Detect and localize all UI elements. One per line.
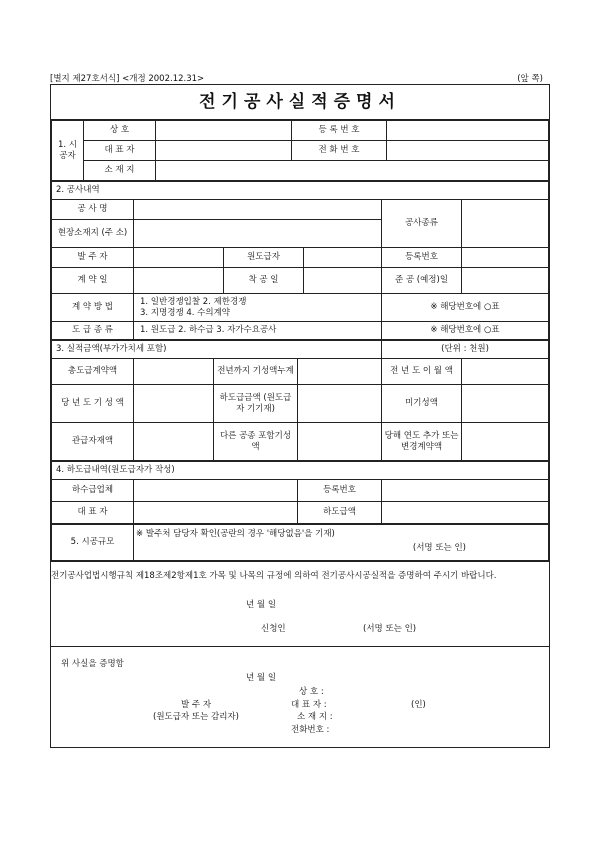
prime-reg-no-field[interactable]	[462, 248, 549, 268]
certify-trade-name: 상 호 :	[299, 687, 324, 697]
form-number: [별지 제27호서식] <개정 2002.12.31>	[50, 74, 205, 84]
scale-section	[51, 524, 549, 561]
certify-rep: 대 표 자 :	[291, 700, 327, 710]
application-text: 전기공사업법시행규칙 제18조제2항제1호 가목 및 나목의 규정에 의하여 전기공사시공실적을 증명하여 주시기 바랍니다.	[51, 571, 497, 581]
contract-method-note: ※ 해당번호에 ○표	[382, 294, 549, 322]
unfinished-label: 미기성액	[382, 385, 462, 423]
subcontract-section	[51, 461, 549, 524]
project-section-title: 2. 공사내역	[52, 182, 549, 200]
other-work-label: 다른 공종 포함기성액	[214, 423, 298, 461]
scale-label: 5. 시공규모	[52, 525, 134, 561]
sub-amount2-field[interactable]	[382, 502, 549, 524]
project-section	[51, 181, 549, 340]
total-contract-label: 총도급계약액	[52, 359, 134, 385]
subcontract-section-title: 4. 하도급내역(원도급자가 작성)	[52, 462, 549, 480]
scale-sign: (서명 또는 인)	[412, 543, 466, 553]
contract-method-options[interactable]	[134, 294, 382, 322]
contract-date-field[interactable]	[134, 268, 224, 294]
site-location-field[interactable]	[134, 220, 382, 248]
supplied-material-field[interactable]	[134, 423, 214, 461]
contract-date-label: 계 약 일	[52, 268, 134, 294]
client-field[interactable]	[134, 248, 224, 268]
applicant-label: 신청인	[261, 624, 286, 634]
trade-name-field[interactable]	[156, 121, 292, 141]
prime-contractor-field[interactable]	[304, 248, 382, 268]
certify-text: 위 사실을 증명함	[61, 659, 124, 669]
phone-label: 전 화 번 호	[292, 141, 387, 161]
certify-seal[interactable]: (인)	[411, 700, 426, 710]
sub-amount-field[interactable]	[298, 385, 382, 423]
amount-section	[51, 340, 549, 461]
site-location-label: 현장소재지 (주 소)	[52, 220, 134, 248]
prev-carryover-label: 전 년 도 이 월 액	[382, 359, 462, 385]
contract-method-label: 계 약 방 법	[52, 294, 134, 322]
certification-block	[51, 646, 549, 747]
page-side: (앞 쪽)	[517, 74, 543, 84]
completion-date-field[interactable]	[462, 268, 549, 294]
total-contract-field[interactable]	[134, 359, 214, 385]
project-name-label: 공 사 명	[52, 200, 134, 220]
sub-reg-no-field[interactable]	[382, 480, 549, 502]
application-block	[51, 561, 549, 646]
amount-unit: (단위 : 천원)	[382, 341, 549, 359]
certificate-form	[50, 84, 550, 748]
project-name-field[interactable]	[134, 200, 382, 220]
prime-contractor-label: 원도급자	[224, 248, 304, 268]
contractor-label: 1. 시공자	[52, 121, 84, 181]
applicant-sign[interactable]: (서명 또는 인)	[363, 624, 417, 634]
this-year-field[interactable]	[134, 385, 214, 423]
amount-section-title: 3. 실적금액(부가가치세 포함)	[52, 341, 382, 359]
contract-type-label: 도 급 종 류	[52, 322, 134, 340]
contractor-section	[51, 120, 549, 181]
unfinished-field[interactable]	[462, 385, 549, 423]
sub-amount2-label: 하도급액	[298, 502, 382, 524]
contract-type-options[interactable]: 1. 원도급 2. 하수급 3. 자가수요공사	[134, 322, 382, 340]
contract-method-options-line1: 1. 일반경쟁입찰 2. 제한경쟁	[140, 296, 247, 307]
work-kind-field[interactable]	[462, 200, 549, 248]
contract-method-options-line2: 3. 지명경쟁 4. 수의계약	[140, 307, 231, 318]
certify-address: 소 재 지 :	[297, 712, 333, 722]
start-date-label: 착 공 일	[224, 268, 304, 294]
trade-name-label: 상 호	[84, 121, 156, 141]
prev-carryover-field[interactable]	[462, 359, 549, 385]
sub-amount-label: 하도급금액 (원도급자 기기재)	[214, 385, 298, 423]
scale-field[interactable]	[134, 525, 549, 561]
completion-date-label: 준 공 (예정)일	[382, 268, 462, 294]
change-contract-label: 당해 연도 추가 또는 변경계약액	[382, 423, 462, 461]
contract-type-note: ※ 해당번호에 ○표	[382, 322, 549, 340]
address-field[interactable]	[156, 161, 549, 181]
sub-company-label: 하수급업체	[52, 480, 134, 502]
reg-no-label: 등 록 번 호	[292, 121, 387, 141]
other-work-field[interactable]	[298, 423, 382, 461]
sub-rep-label: 대 표 자	[52, 502, 134, 524]
form-title: 전기공사실적증명서	[51, 85, 549, 120]
rep-field[interactable]	[156, 141, 292, 161]
supplied-material-label: 관급자재액	[52, 423, 134, 461]
rep-label: 대 표 자	[84, 141, 156, 161]
prev-cumulative-label: 전년까지 기성액누계	[214, 359, 298, 385]
sub-reg-no-label: 등록번호	[298, 480, 382, 502]
this-year-label: 당 년 도 기 성 액	[52, 385, 134, 423]
phone-field[interactable]	[387, 141, 549, 161]
certify-client: 발 주 자	[181, 700, 212, 710]
work-kind-label: 공사종류	[382, 200, 462, 248]
start-date-field[interactable]	[304, 268, 382, 294]
certify-date[interactable]: 년 월 일	[246, 673, 277, 683]
certify-client-note: (원도급자 또는 감리자)	[153, 712, 239, 722]
certify-phone: 전화번호 :	[291, 725, 330, 735]
sub-company-field[interactable]	[134, 480, 298, 502]
reg-no-field[interactable]	[387, 121, 549, 141]
address-label: 소 재 지	[84, 161, 156, 181]
prime-reg-no-label: 등록번호	[382, 248, 462, 268]
client-label: 발 주 자	[52, 248, 134, 268]
scale-note: ※ 발주처 담당자 확인(공란의 경우 '해당없음'을 기재)	[136, 529, 335, 539]
application-date[interactable]: 년 월 일	[246, 600, 277, 610]
sub-rep-field[interactable]	[134, 502, 298, 524]
change-contract-field[interactable]	[462, 423, 549, 461]
prev-cumulative-field[interactable]	[298, 359, 382, 385]
